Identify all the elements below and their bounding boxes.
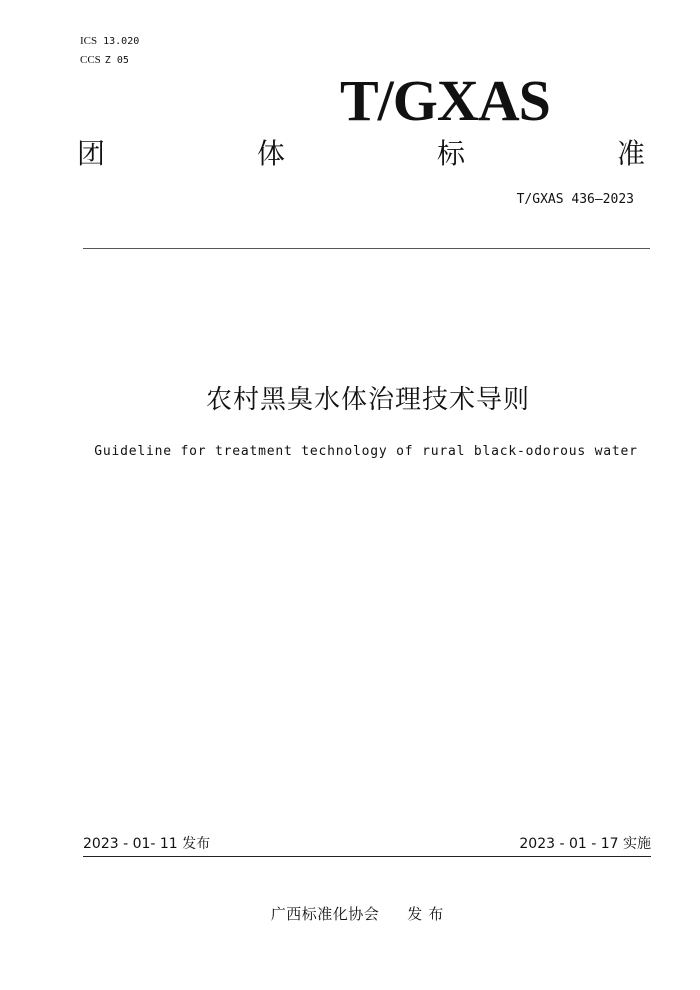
header-divider — [83, 248, 650, 249]
ccs-classification — [80, 54, 129, 67]
document-title-english: Guideline for treatment technology of rural black-odorous water — [94, 444, 638, 459]
standard-number: T/GXAS 436—2023 — [516, 192, 634, 207]
ics-classification — [80, 35, 139, 48]
publisher-name: 广西标准化协会 — [270, 905, 380, 923]
footer-divider — [83, 856, 651, 857]
ccs-label: CCS — [80, 54, 101, 66]
publish-action: 发布 — [407, 905, 450, 923]
publisher-line — [0, 903, 700, 925]
category-char: 团 — [77, 137, 106, 170]
implementation-date: 2023 - 01 - 17 实施 — [519, 836, 651, 852]
issue-date: 2023 - 01- 11 发布 — [83, 836, 211, 852]
document-title-chinese: 农村黑臭水体治理技术导则 — [205, 385, 530, 415]
category-char: 准 — [616, 137, 645, 170]
standard-category — [77, 134, 645, 174]
ics-code: 13.020 — [103, 36, 140, 47]
ccs-code: Z 05 — [104, 55, 129, 66]
category-char: 标 — [436, 137, 465, 170]
standard-brand-mark: T/GXAS — [340, 68, 550, 133]
category-char: 体 — [256, 137, 285, 170]
ics-label: ICS — [80, 35, 98, 47]
